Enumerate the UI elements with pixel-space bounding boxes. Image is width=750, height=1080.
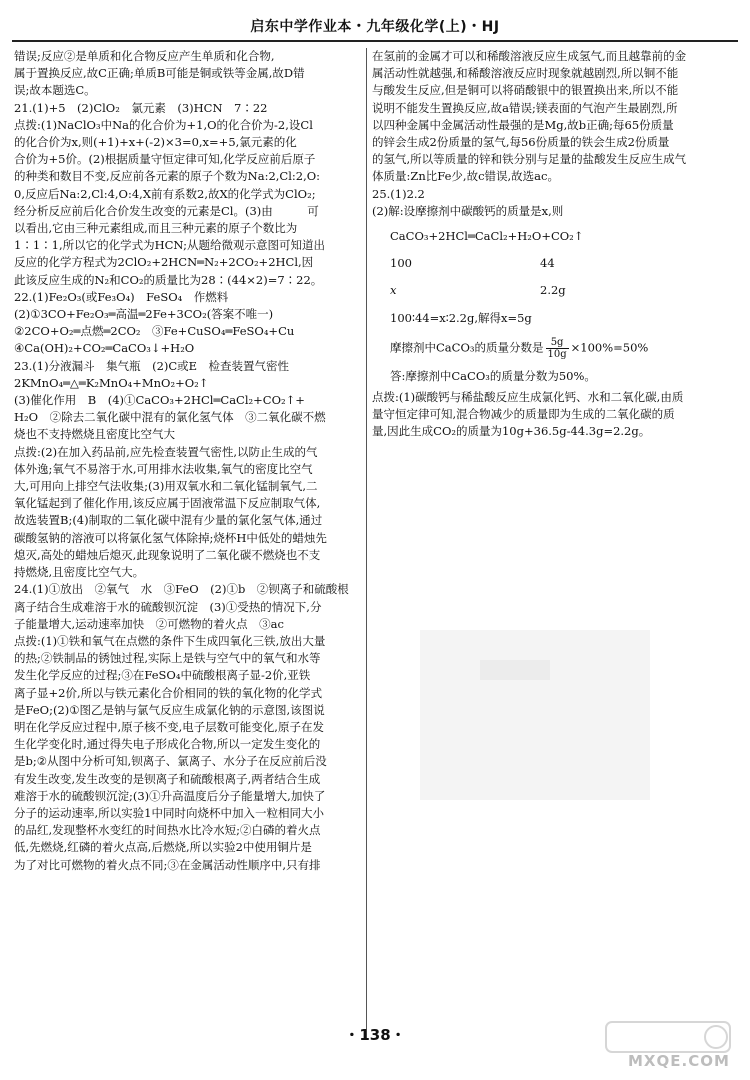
text-line: 离子显+2价,所以与铁元素化合价相同的铁的氧化物的化学式: [14, 685, 323, 700]
text-line: 明在化学反应过程中,原子核不变,电子层数可能变化,原子在发: [14, 719, 324, 734]
text-line: 碳酸氢钠的溶液可以将氯化氢气体除掉;烧杯H中低处的蜡烛先: [14, 530, 327, 545]
text-line: 是b;②从图中分析可知,钡离子、氯离子、水分子在反应前后没: [14, 754, 327, 769]
text-line: 持燃烧,且密度比空气大。: [14, 565, 145, 580]
calc-value: 2.2g: [540, 283, 566, 298]
text-line: 是FeO;(2)①图乙是钠与氯气反应生成氯化钠的示意图,该图说: [14, 702, 325, 717]
text-line: 经分析反应前后化合价发生改变的元素是Cl。(3)由 可: [14, 203, 319, 218]
text-line: 离子结合生成难溶于水的硫酸钡沉淀 (3)①受热的情况下,分: [14, 599, 322, 614]
text-line: 在氢前的金属才可以和稀酸溶液反应生成氢气,而且越靠前的金: [372, 49, 687, 63]
text-line: 点拨:(1)①铁和氧气在点燃的条件下生成四氧化三铁,放出大量: [14, 633, 326, 648]
text-line: 点拨:(2)在加入药品前,应先检查装置气密性,以防止生成的气: [14, 444, 318, 459]
blurred-region: [480, 660, 550, 680]
text-line: 量守恒定律可知,混合物减少的质量即为生成的二氧化碳的质: [372, 407, 675, 422]
text-line: 24.(1)①放出 ②氧气 水 ③FeO (2)①b ②钡离子和硫酸根: [14, 582, 349, 597]
text-line: (2)解:设摩擦剂中碳酸钙的质量是x,则: [372, 203, 564, 218]
text-line: 有发生改变,发生改变的是钡离子和硫酸根离子,两者结合生成: [14, 771, 321, 786]
text-line: 故选装置B;(4)制取的二氧化碳中混有少量的氯化氢气体,通过: [14, 513, 323, 528]
fraction: [546, 337, 569, 360]
equation-line: CaCO₃+2HCl═CaCl₂+H₂O+CO₂↑: [390, 229, 584, 244]
text-line: H₂O ②除去二氧化碳中混有的氯化氢气体 ③二氧化碳不燃: [14, 410, 326, 425]
text-line: 的锌会生成2份质量的氢气,每56份质量的铁会生成2份质量: [372, 135, 670, 150]
text-line: 的热;②铁制品的锈蚀过程,实际上是铁与空气中的氧气和水等: [14, 651, 321, 666]
text-line: 此该反应生成的N₂和CO₂的质量比为28∶(44×2)=7∶22。: [14, 272, 323, 287]
text-line: 体质量:Zn比Fe少,故c错误,故选ac。: [372, 169, 559, 184]
text-line: 以四种金属中金属活动性最强的是Mg,故b正确;每65份质量: [372, 117, 674, 132]
text-line: 21.(1)+5 (2)ClO₂ 氯元素 (3)HCN 7∶22: [14, 100, 268, 115]
calc-value: 44: [540, 256, 555, 271]
text-line: ②2CO+O₂═点燃═2CO₂ ③Fe+CuSO₄═FeSO₄+Cu: [14, 324, 295, 339]
text-line: 分子的运动速率,所以实验1中同时向烧杯中加入一粒相同大小: [14, 805, 324, 820]
text-line: 生化学变化时,通过得失电子形成化合物,所以一定发生变化的: [14, 737, 321, 752]
text-line: 错误;反应②是单质和化合物反应产生单质和化合物,: [14, 49, 275, 63]
text-line: 23.(1)分液漏斗 集气瓶 (2)C或E 检查装置气密性: [14, 358, 290, 373]
text-line: 22.(1)Fe₂O₃(或Fe₃O₄) FeSO₄ 作燃料: [14, 289, 229, 304]
right-column: [372, 48, 724, 441]
calc-value: x: [390, 283, 397, 298]
text-line: 低,先燃烧,红磷的着火点高,后燃烧,所以实验2中使用铜片是: [14, 840, 312, 855]
text-line: 属活动性就越强,和稀酸溶液反应时现象就越剧烈,所以铜不能: [372, 66, 679, 81]
text-line: 的氢气,所以等质量的锌和铁分别与足量的盐酸发生反应生成气: [372, 152, 687, 167]
watermark-text: MXQE.COM: [628, 1052, 730, 1070]
text-line: 为了对比可燃物的着火点不同;③在金属活动性顺序中,只有排: [14, 857, 321, 872]
text-line: 25.(1)2.2: [372, 186, 425, 201]
mass-fraction-suffix: ×100%=50%: [570, 340, 649, 355]
text-line: 量,因此生成CO₂的质量为10g+36.5g-44.3g=2.2g。: [372, 424, 651, 439]
page-number: ・138・: [344, 1026, 406, 1044]
text-line: 与酸发生反应,但是铜可以将硝酸银中的银置换出来,所以不能: [372, 83, 679, 98]
mass-fraction-line: [372, 337, 724, 360]
text-line: (3)催化作用 B (4)①CaCO₃+2HCl═CaCl₂+CO₂↑+: [14, 393, 305, 408]
text-line: 熄灭,高处的蜡烛后熄灭,此现象说明了二氧化碳不燃烧也不支: [14, 547, 321, 562]
calc-row-2: [372, 282, 724, 299]
column-divider: [366, 48, 367, 1038]
right-bottom-text: [372, 389, 724, 441]
text-line: 点拨:(1)碳酸钙与稀盐酸反应生成氯化钙、水和二氧化碳,由质: [372, 390, 684, 405]
answer-line: 答:摩擦剂中CaCO₃的质量分数为50%。: [390, 368, 596, 383]
text-line: 合价为+5价。(2)根据质量守恒定律可知,化学反应前后原子: [14, 152, 316, 167]
right-top-text: [372, 48, 724, 220]
calc-value: 100: [390, 256, 412, 271]
calc-row-1: [372, 255, 724, 272]
text-line: (2)①3CO+Fe₂O₃═高温═2Fe+3CO₂(答案不唯一): [14, 307, 274, 322]
text-line: 氧化锰起到了催化作用,该反应属于固液常温下反应制取气体,: [14, 496, 321, 511]
text-line: 误;故本题选C。: [14, 83, 96, 98]
text-line: 烧也不支持燃烧且密度比空气大: [14, 427, 175, 442]
text-line: 的品红,发现整杯水变红的时间热水比冷水短;②白磷的着火点: [14, 823, 321, 838]
text-line: 属于置换反应,故C正确;单质B可能是铜或铁等金属,故D错: [14, 66, 305, 81]
left-column: [14, 48, 362, 874]
text-line: 0,反应后Na:2,Cl:4,O:4,X前有系数2,故X的化学式为ClO₂;: [14, 186, 316, 201]
text-line: 子能量增大,运动速率加快 ②可燃物的着火点 ③ac: [14, 616, 284, 631]
text-line: 反应的化学方程式为2ClO₂+2HCN═N₂+2CO₂+2HCl,因: [14, 255, 314, 270]
header-title: 启东中学作业本・九年级化学(上)・HJ: [250, 19, 500, 35]
ratio-line: 100∶44=x∶2.2g,解得x=5g: [390, 310, 532, 325]
text-line: 的种类和数目不变,反应前各元素的原子个数为Na:2,Cl:2,O:: [14, 169, 321, 184]
mass-fraction-prefix: 摩擦剂中CaCO₃的质量分数是: [390, 340, 544, 355]
text-line: 大,可用向上排空气法收集;(3)用双氧水和二氧化锰制氧气,二: [14, 479, 318, 494]
fraction-numerator: 5g: [546, 337, 569, 349]
fraction-denominator: 10g: [547, 348, 567, 360]
header-rule: [12, 40, 738, 42]
text-line: 2KMnO₄═△═K₂MnO₄+MnO₂+O₂↑: [14, 375, 209, 390]
blurred-region: [420, 630, 650, 800]
text-line: 1∶1∶1,所以它的化学式为HCN;从题给微观示意图可知道出: [14, 238, 325, 253]
text-line: 说明不能发生置换反应,故a错误;镁表面的气泡产生最剧烈,所: [372, 100, 678, 115]
page-header: [0, 0, 750, 46]
text-line: 发生化学反应的过程;③在FeSO₄中硫酸根离子显-2价,亚铁: [14, 668, 311, 683]
text-line: 的化合价为x,则(+1)+x+(-2)×3=0,x=+5,氯元素的化: [14, 135, 297, 150]
text-line: 难溶于水的硫酸钡沉淀;(3)①升高温度后分子能量增大,加快了: [14, 788, 326, 803]
text-line: 体外逸;氧气不易溶于水,可用排水法收集,氧气的密度比空气: [14, 461, 313, 476]
text-line: 点拨:(1)NaClO₃中Na的化合价为+1,O的化合价为-2,设Cl: [14, 117, 313, 132]
text-line: ④Ca(OH)₂+CO₂═CaCO₃↓+H₂O: [14, 341, 195, 356]
text-line: 以看出,它由三种元素组成,而且三种元素的原子个数比为: [14, 221, 298, 236]
